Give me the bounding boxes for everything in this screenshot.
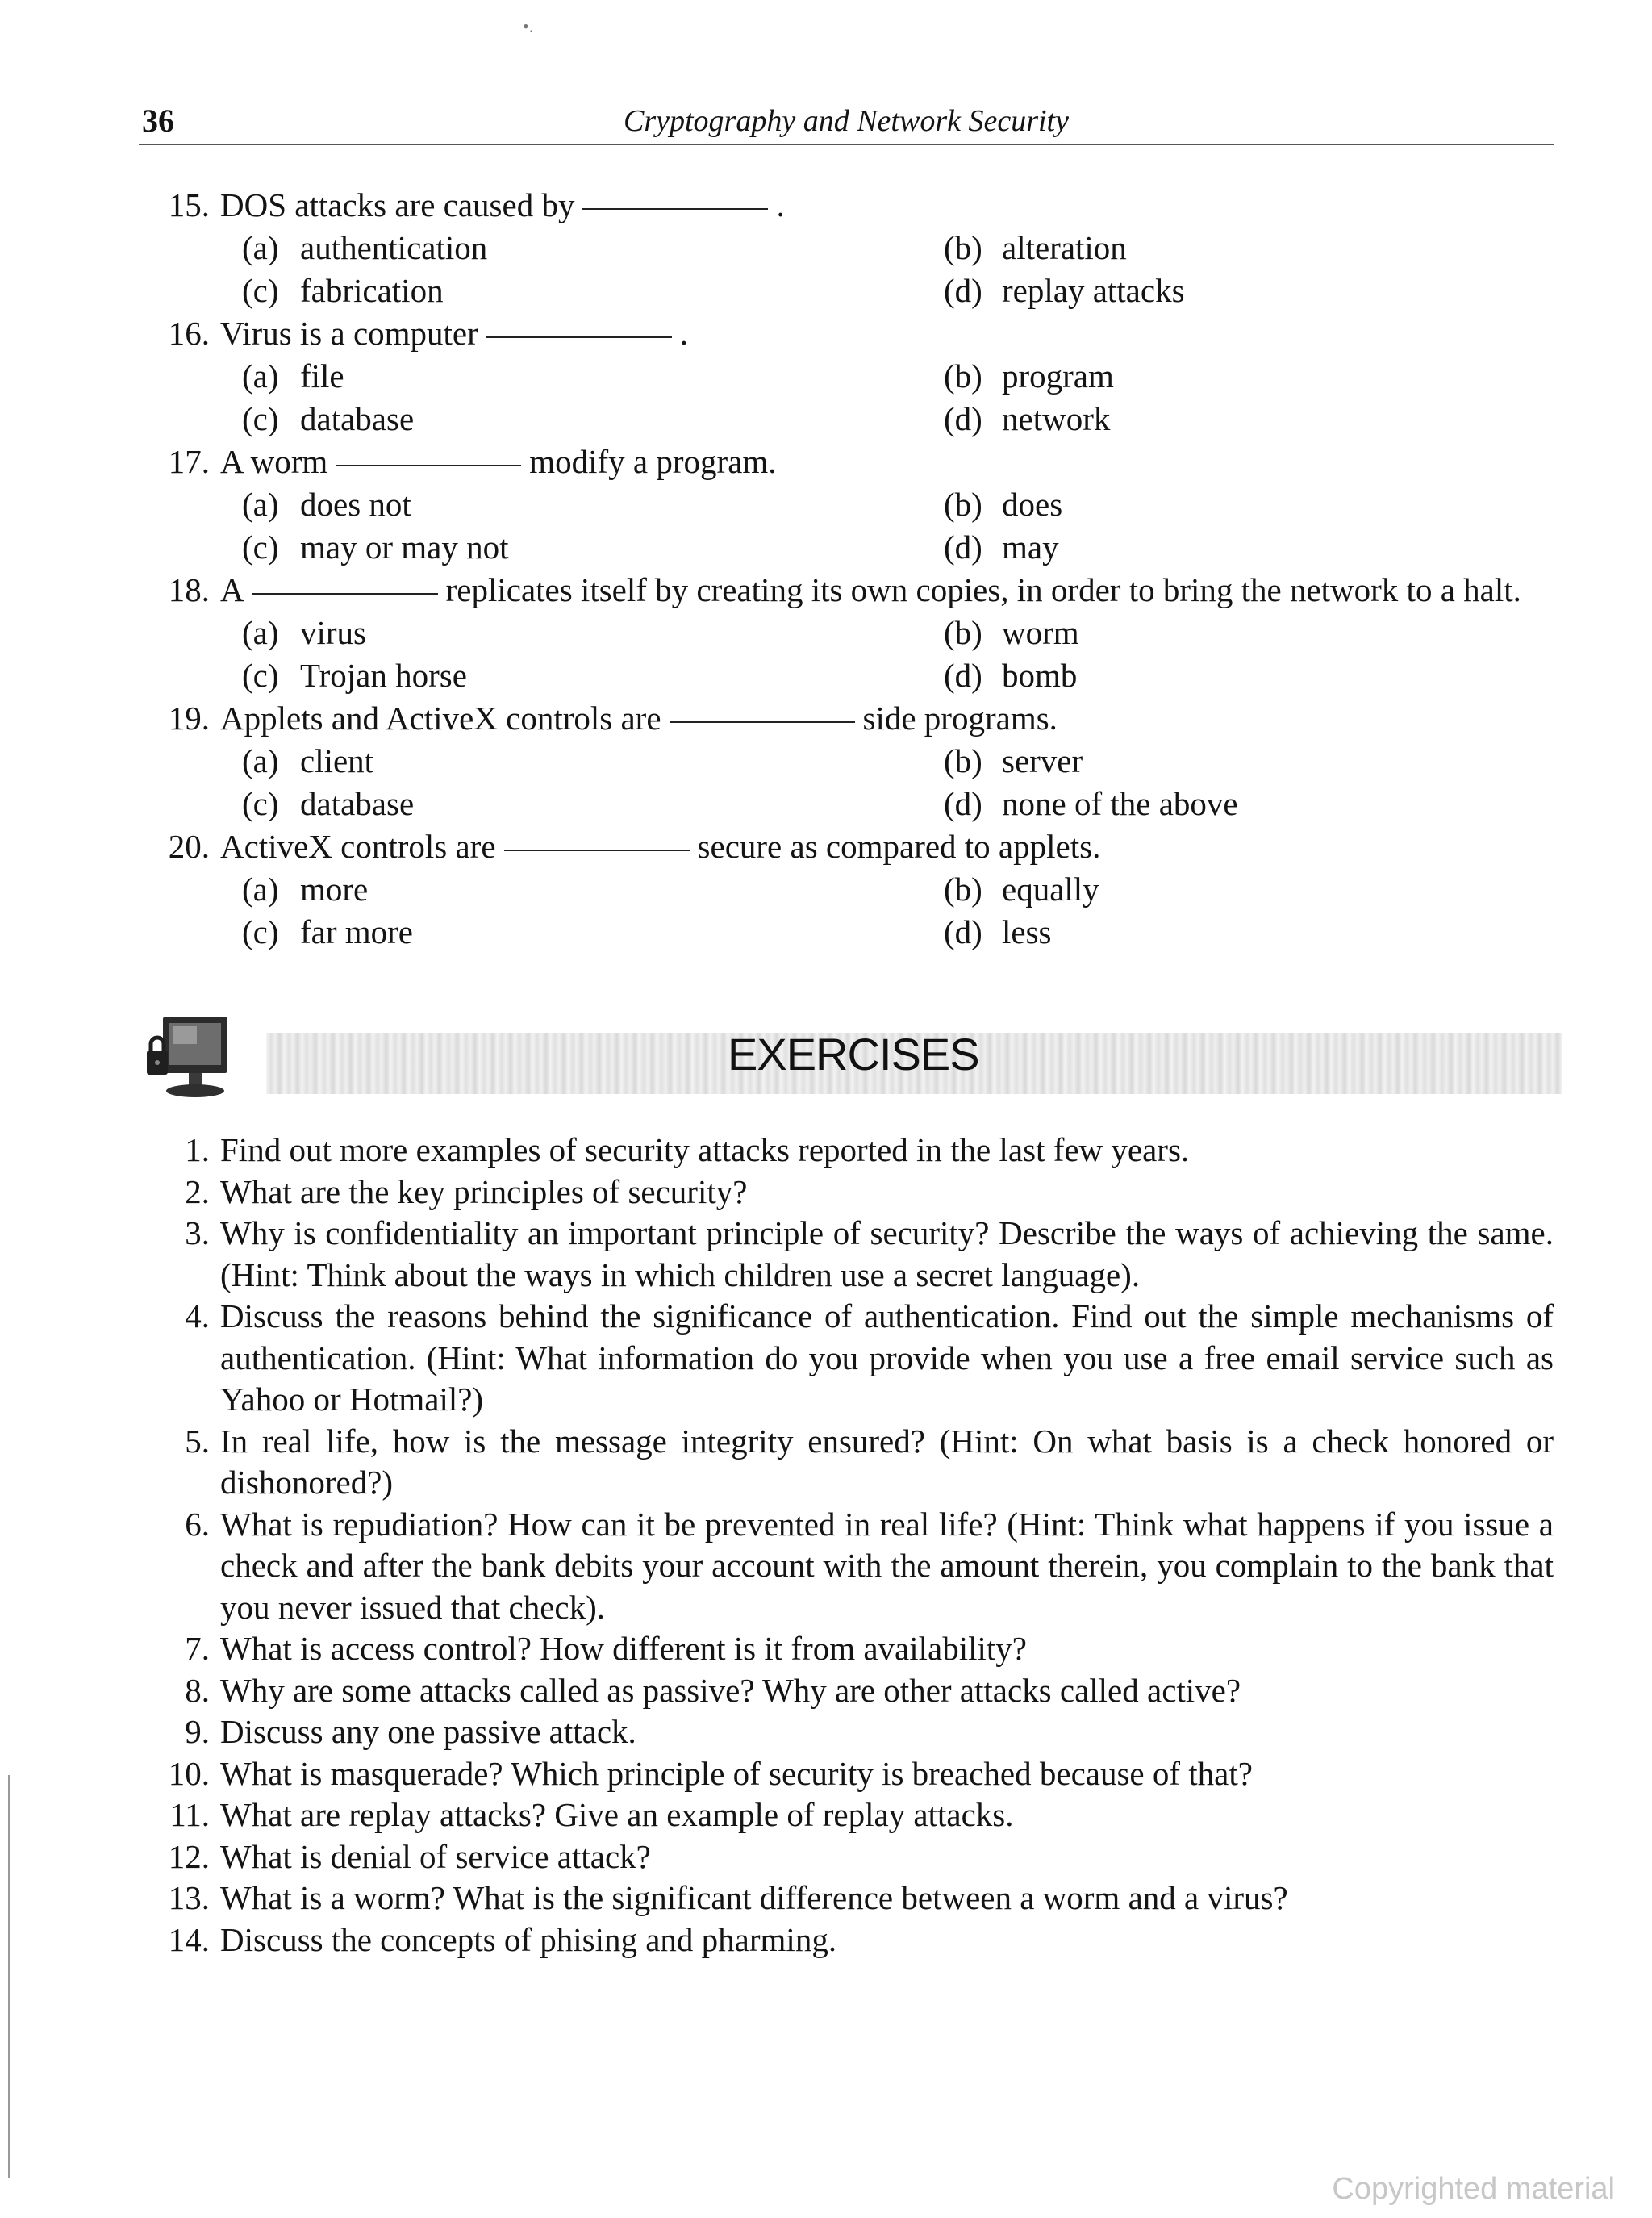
exercise-item [153, 1836, 1554, 1878]
exercise-item [153, 1919, 1554, 1961]
exercise-text: Discuss the reasons behind the significance of authentication. Find out the simple mechanisms of authentication. (Hint: What information do you provide when you use a free email service such as Yahoo or Hotmail?) [220, 1297, 1554, 1418]
option-row [153, 783, 1565, 825]
option-row [153, 269, 1565, 312]
exercise-text: What are replay attacks? Give an example of replay attacks. [220, 1796, 1014, 1833]
exercise-text: Discuss any one passive attack. [220, 1713, 636, 1750]
question-stem [153, 569, 1565, 612]
exercise-text: What is denial of service attack? [220, 1837, 651, 1875]
option [944, 740, 1083, 783]
answer-blank [670, 721, 855, 723]
option-label: (b) [944, 614, 982, 651]
option-row [153, 911, 1565, 954]
option-text: Trojan horse [300, 657, 467, 694]
option-label: (c) [242, 785, 279, 822]
option-label: (b) [944, 357, 982, 395]
question-stem [153, 697, 1565, 740]
option-label: (c) [242, 913, 279, 950]
exercise-list [153, 1130, 1554, 1961]
option-label: (b) [944, 742, 982, 779]
option-text: does [1002, 486, 1063, 523]
option [944, 227, 1127, 269]
option-text: virus [300, 614, 366, 651]
exercise-text: What is access control? How different is it from availability? [220, 1630, 1027, 1667]
answer-blank [504, 849, 690, 851]
question [153, 697, 1565, 825]
option [242, 654, 467, 697]
question-stem [153, 441, 1565, 483]
exercise-item [153, 1421, 1554, 1504]
running-title: Cryptography and Network Security [624, 104, 1069, 138]
option-label: (b) [944, 486, 982, 523]
option [242, 868, 368, 911]
exercise-number: 13. [168, 1879, 210, 1916]
option [944, 612, 1079, 654]
option-text: database [300, 785, 415, 822]
exercise-item [153, 1753, 1554, 1795]
exercise-item [153, 1172, 1554, 1213]
option-row [153, 483, 1565, 526]
question-text: A [220, 571, 244, 608]
question-number: 18. [168, 571, 210, 608]
option-row [153, 526, 1565, 569]
question-text-after: modify a program. [529, 443, 777, 480]
option-label: (a) [242, 486, 279, 523]
mcq-list [153, 184, 1565, 954]
question-number: 15. [168, 186, 210, 223]
scan-mark: •. [523, 16, 534, 36]
question [153, 441, 1565, 569]
exercise-number: 1. [185, 1131, 210, 1168]
exercise-text: What is repudiation? How can it be prevented in real life? (Hint: Think what happens if you issue a check and after the bank debits your account with the amount therein, you complain to the bank that you never issued that check). [220, 1505, 1554, 1626]
option-label: (a) [242, 742, 279, 779]
option-text: replay attacks [1002, 272, 1185, 309]
option-label: (d) [944, 657, 982, 694]
exercise-number: 9. [185, 1713, 210, 1750]
question-text: Virus is a computer [220, 315, 478, 352]
option-text: alteration [1002, 229, 1127, 266]
option [944, 355, 1114, 398]
option [944, 911, 1052, 954]
question-number: 16. [168, 315, 210, 352]
answer-blank [336, 464, 521, 466]
option-label: (a) [242, 614, 279, 651]
option-text: may or may not [300, 528, 509, 566]
question [153, 825, 1565, 954]
exercise-number: 5. [185, 1422, 210, 1460]
option-text: far more [300, 913, 413, 950]
question-number: 19. [168, 700, 210, 737]
option-text: client [300, 742, 374, 779]
option-text: does not [300, 486, 411, 523]
option [242, 483, 411, 526]
option [944, 654, 1077, 697]
option-text: none of the above [1002, 785, 1238, 822]
option-text: bomb [1002, 657, 1078, 694]
question-stem [153, 312, 1565, 355]
option-text: network [1002, 400, 1111, 437]
exercises-banner [145, 1010, 1562, 1110]
option-row [153, 654, 1565, 697]
exercise-number: 12. [168, 1837, 210, 1875]
option [242, 526, 508, 569]
option-label: (a) [242, 871, 279, 908]
question-number: 20. [168, 828, 210, 865]
question-text-after: side programs. [862, 700, 1058, 737]
exercise-text: What is a worm? What is the significant difference between a worm and a virus? [220, 1879, 1288, 1916]
exercise-item [153, 1878, 1554, 1919]
question-stem [153, 825, 1565, 868]
exercise-number: 3. [185, 1214, 210, 1251]
option-label: (b) [944, 871, 982, 908]
question-text: Applets and ActiveX controls are [220, 700, 661, 737]
option-label: (c) [242, 657, 279, 694]
question-text: ActiveX controls are [220, 828, 496, 865]
option-label: (d) [944, 785, 982, 822]
answer-blank [486, 336, 672, 338]
option-text: worm [1002, 614, 1079, 651]
option [944, 868, 1099, 911]
exercise-text: Discuss the concepts of phising and pharming. [220, 1920, 837, 1958]
option-row [153, 227, 1565, 269]
exercise-text: Why is confidentiality an important principle of security? Describe the ways of achieving the same. (Hint: Think about the ways in which children use a secret language). [220, 1214, 1554, 1293]
exercise-text: Find out more examples of security attacks reported in the last few years. [220, 1131, 1190, 1168]
option-label: (c) [242, 400, 279, 437]
option-row [153, 398, 1565, 441]
option [242, 269, 444, 312]
option-label: (d) [944, 272, 982, 309]
option [944, 783, 1238, 825]
copyright-watermark: Copyrighted material [1332, 2172, 1615, 2206]
option-row [153, 612, 1565, 654]
option-text: fabrication [300, 272, 444, 309]
question-stem [153, 184, 1565, 227]
exercise-item [153, 1794, 1554, 1836]
option [944, 526, 1059, 569]
option-row [153, 355, 1565, 398]
option-row [153, 868, 1565, 911]
scan-margin-line [8, 1775, 10, 2178]
option-row [153, 740, 1565, 783]
option-label: (d) [944, 528, 982, 566]
question [153, 569, 1565, 697]
exercise-number: 2. [185, 1172, 210, 1210]
exercise-number: 14. [168, 1920, 210, 1958]
option-label: (a) [242, 357, 279, 395]
option [242, 612, 366, 654]
option [242, 911, 413, 954]
option [944, 269, 1185, 312]
page-number: 36 [142, 102, 174, 139]
exercise-item [153, 1628, 1554, 1670]
option-text: database [300, 400, 415, 437]
option-label: (c) [242, 272, 279, 309]
option [242, 783, 414, 825]
option [944, 483, 1062, 526]
exercise-text: Why are some attacks called as passive? Why are other attacks called active? [220, 1671, 1241, 1709]
option-text: authentication [300, 229, 488, 266]
question [153, 184, 1565, 312]
answer-blank [252, 592, 438, 595]
exercise-text: What are the key principles of security? [220, 1172, 748, 1210]
question-number: 17. [168, 443, 210, 480]
exercise-item [153, 1296, 1554, 1421]
page-header [139, 100, 1554, 145]
question-text: DOS attacks are caused by [220, 186, 575, 223]
option-text: server [1002, 742, 1083, 779]
option-text: more [300, 871, 369, 908]
option-label: (a) [242, 229, 279, 266]
option-label: (b) [944, 229, 982, 266]
question-text-after: . [776, 186, 785, 223]
exercise-number: 6. [185, 1505, 210, 1543]
exercise-item [153, 1130, 1554, 1172]
option [242, 355, 344, 398]
exercise-number: 10. [168, 1754, 210, 1792]
question-text: A worm [220, 443, 328, 480]
exercise-number: 7. [185, 1630, 210, 1667]
option-text: program [1002, 357, 1114, 395]
option [242, 740, 373, 783]
computer-monitor-icon [145, 1010, 242, 1110]
option-text: file [300, 357, 344, 395]
exercise-number: 11. [169, 1796, 210, 1833]
option [944, 398, 1110, 441]
option [242, 398, 414, 441]
question-text-after: . [679, 315, 689, 352]
option-text: may [1002, 528, 1059, 566]
exercise-text: In real life, how is the message integrity ensured? (Hint: On what basis is a check honored or dishonored?) [220, 1422, 1554, 1501]
option-label: (d) [944, 400, 982, 437]
answer-blank [582, 207, 768, 210]
question [153, 312, 1565, 441]
option-label: (c) [242, 528, 279, 566]
option-label: (d) [944, 913, 982, 950]
exercise-number: 4. [185, 1297, 210, 1335]
option-text: equally [1002, 871, 1099, 908]
exercise-text: What is masquerade? Which principle of security is breached because of that? [220, 1754, 1253, 1792]
option [242, 227, 487, 269]
exercise-number: 8. [185, 1671, 210, 1709]
question-text-after: secure as compared to applets. [697, 828, 1101, 865]
exercises-title: EXERCISES [728, 1029, 979, 1080]
exercise-item [153, 1670, 1554, 1712]
exercise-item [153, 1504, 1554, 1629]
question-text-after: replicates itself by creating its own copies, in order to bring the network to a halt. [445, 571, 1521, 608]
exercise-item [153, 1711, 1554, 1753]
option-text: less [1002, 913, 1052, 950]
exercise-item [153, 1213, 1554, 1296]
